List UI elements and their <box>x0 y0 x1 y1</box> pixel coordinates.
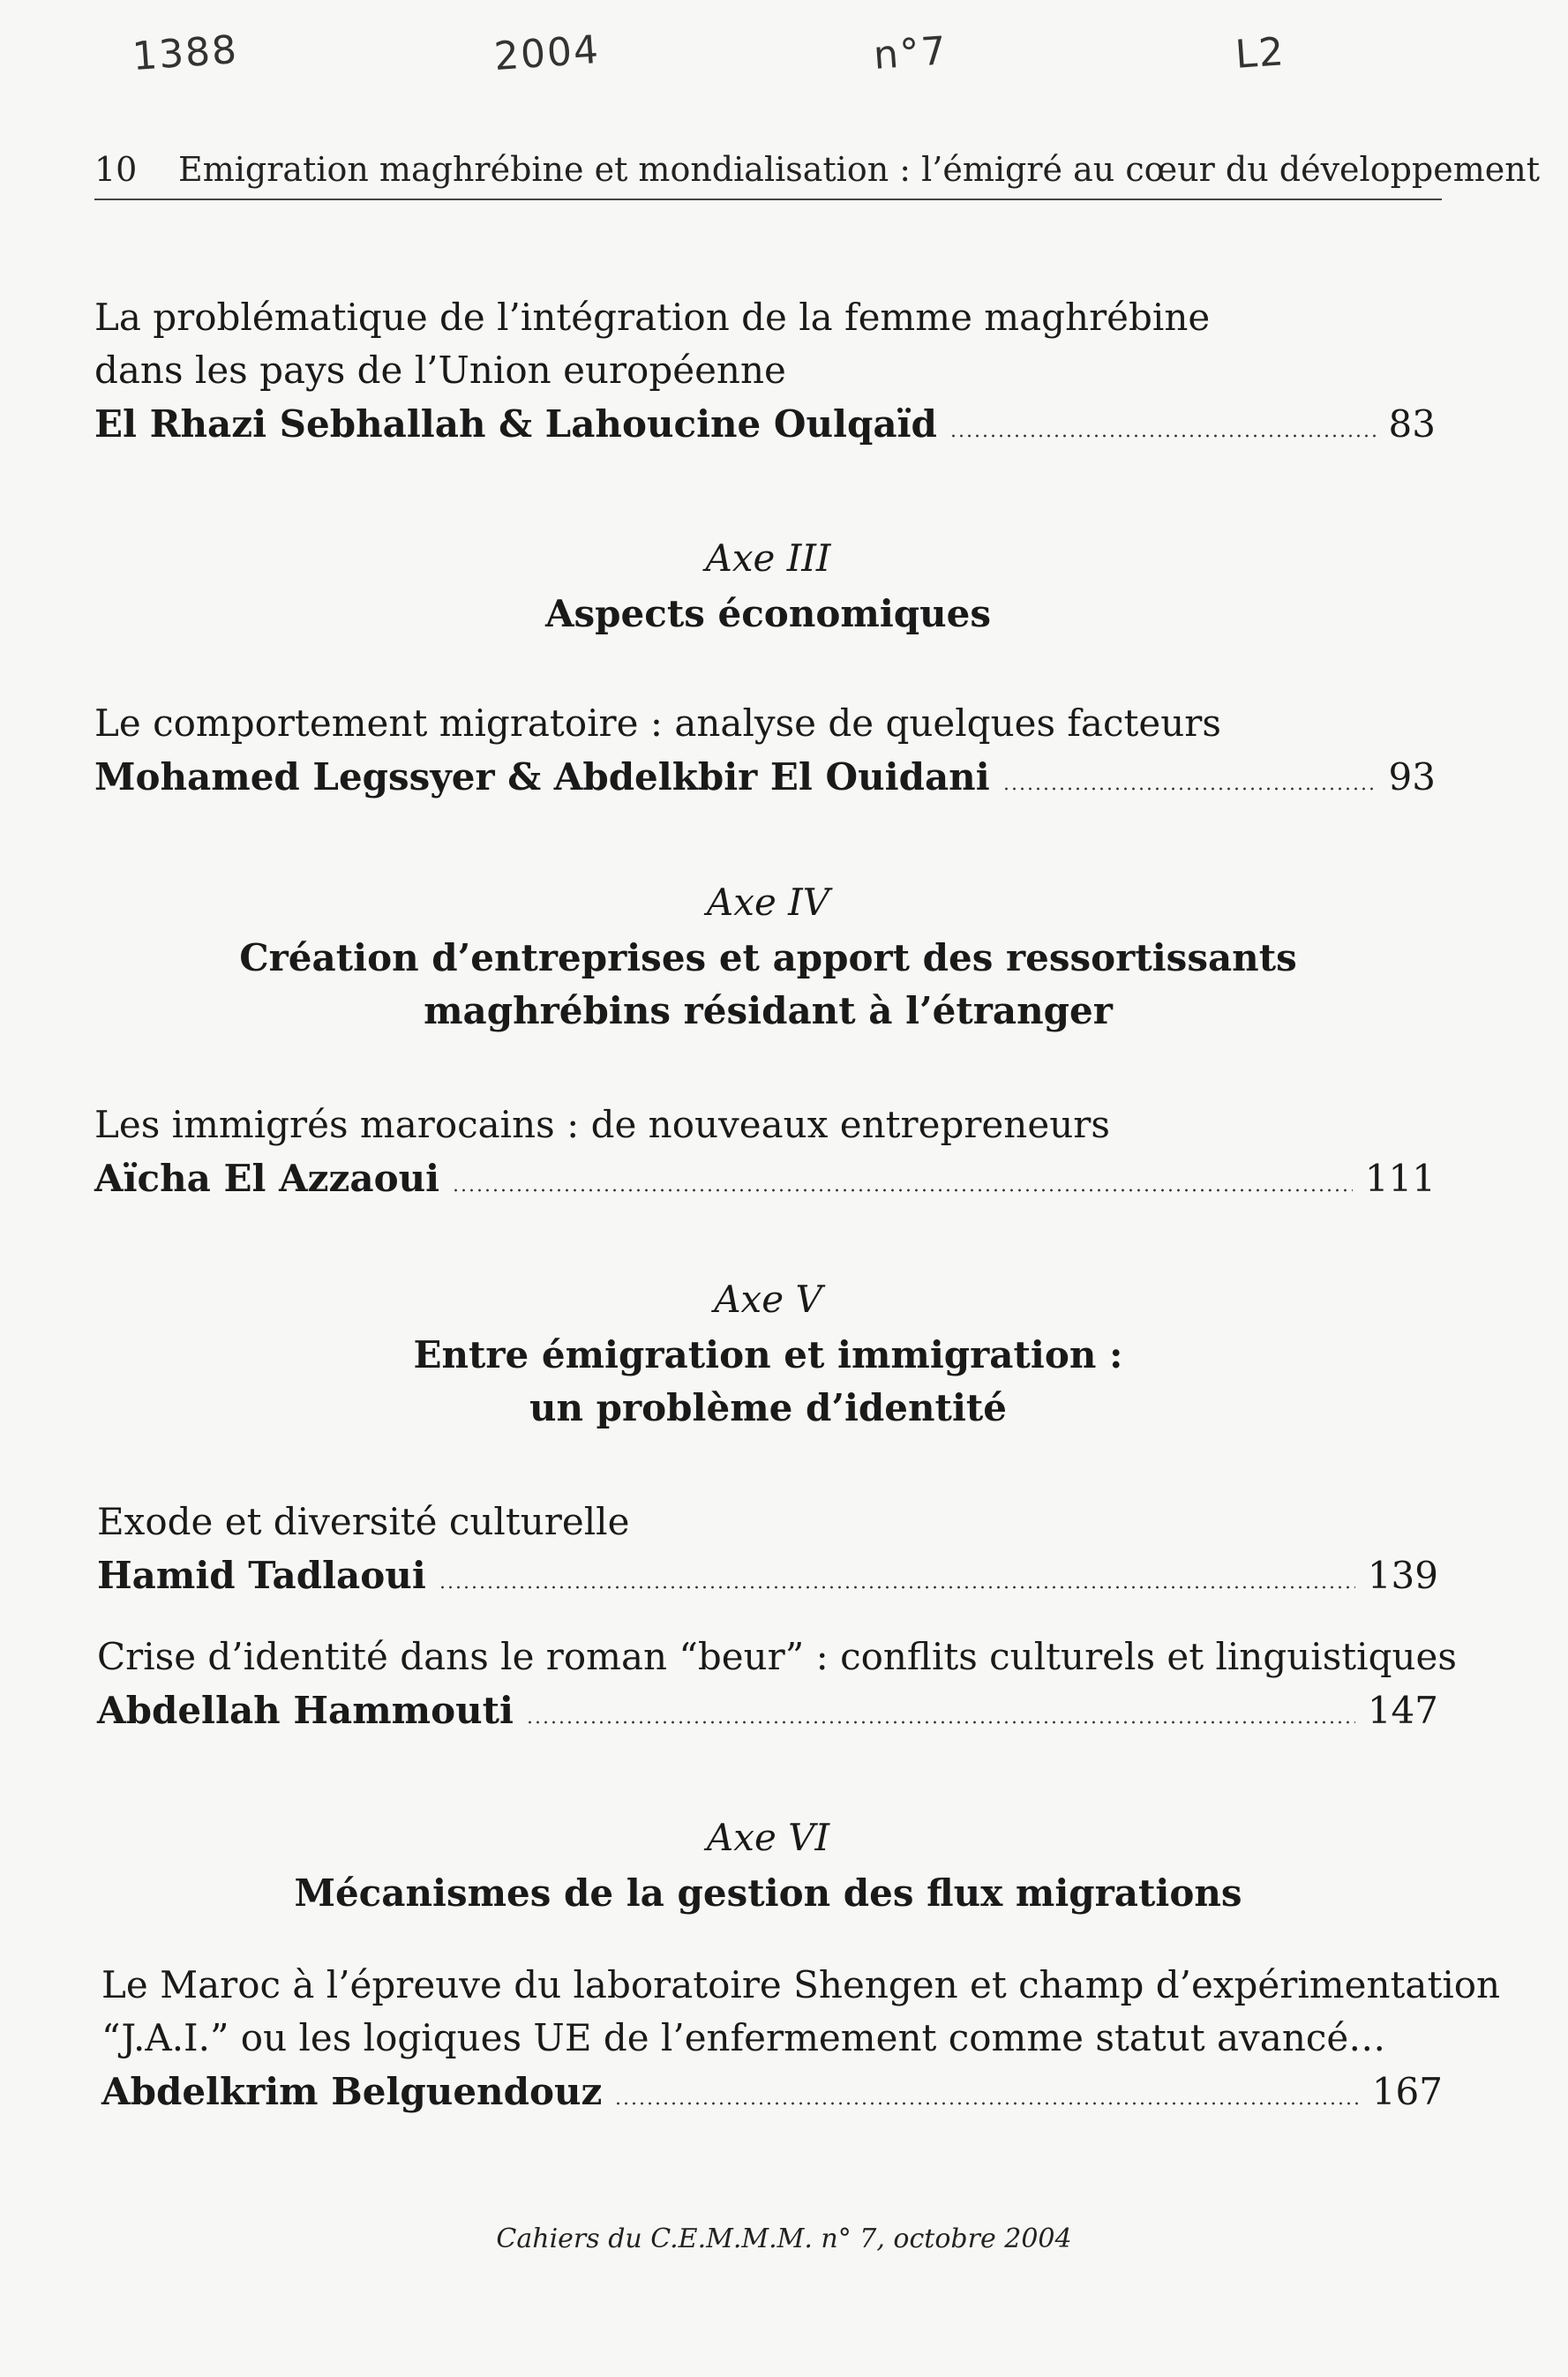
toc-entry <box>94 697 1436 805</box>
entry-title-line: Les immigrés marocains : de nouveaux entrepreneurs <box>94 1103 1110 1146</box>
dot-leader <box>1002 787 1377 791</box>
dot-leader <box>614 2102 1359 2105</box>
axe-title-line: Création d’entreprises et apport des ressortissants <box>239 936 1297 979</box>
dot-leader <box>439 1586 1355 1589</box>
author-row <box>94 397 1436 452</box>
entry-page-number: 93 <box>1388 755 1436 799</box>
entry-title-line: Le Maroc à l’épreuve du laboratoire Shengen et champ d’expérimentation <box>101 1963 1501 2006</box>
entry-title-line: Exode et diversité culturelle <box>97 1500 630 1543</box>
entry-title-line: Le comportement migratoire : analyse de quelques facteurs <box>94 701 1221 745</box>
axe-label: Axe III <box>705 536 831 580</box>
axe-label: Axe V <box>714 1278 822 1321</box>
running-title: Emigration maghrébine et mondialisation : l’émigré au cœur du développement <box>178 150 1540 189</box>
axe-heading <box>94 874 1442 1038</box>
axe-title-line: un problème d’identité <box>529 1386 1008 1429</box>
axe-label: Axe IV <box>706 881 830 924</box>
running-header <box>94 150 1540 189</box>
entry-author: Abdellah Hammouti <box>97 1689 514 1732</box>
handwritten-mark: 2004 <box>492 26 602 80</box>
axe-heading <box>94 529 1442 641</box>
entry-author: Abdelkrim Belguendouz <box>101 2070 603 2113</box>
entry-page-number: 147 <box>1367 1689 1438 1732</box>
toc-entry <box>94 1099 1436 1206</box>
axe-title-line: Aspects économiques <box>544 592 992 635</box>
entry-title-line: Crise d’identité dans le roman “beur” : conflits culturels et linguistiques <box>97 1635 1457 1678</box>
header-rule <box>94 199 1442 200</box>
axe-title-line: Entre émigration et immigration : <box>413 1333 1123 1376</box>
axe-title-line: maghrébins résidant à l’étranger <box>424 989 1113 1032</box>
entry-page-number: 139 <box>1367 1554 1438 1597</box>
entry-page-number: 111 <box>1364 1157 1436 1200</box>
entry-page-number: 83 <box>1388 402 1436 446</box>
author-row <box>97 1548 1438 1603</box>
handwritten-mark: 1388 <box>131 26 240 80</box>
handwritten-mark: n°7 <box>872 28 949 79</box>
dot-leader <box>526 1721 1355 1724</box>
toc-entry <box>94 291 1436 452</box>
entry-title-line: “J.A.I.” ou les logiques UE de l’enfermement comme statut avancé… <box>101 2016 1386 2059</box>
axe-heading <box>94 1271 1442 1435</box>
entry-page-number: 167 <box>1371 2070 1443 2113</box>
entry-title-line: La problématique de l’intégration de la femme maghrébine <box>94 296 1211 339</box>
entry-author: El Rhazi Sebhallah & Lahoucine Oulqaïd <box>94 402 937 446</box>
toc-entry <box>97 1631 1457 1738</box>
page-number: 10 <box>94 150 138 189</box>
dot-leader <box>949 434 1377 438</box>
axe-heading <box>94 1809 1442 1920</box>
entry-title-line: dans les pays de l’Union européenne <box>94 349 786 392</box>
entry-author: Mohamed Legssyer & Abdelkbir El Ouidani <box>94 755 990 799</box>
author-row <box>94 750 1436 805</box>
page-footer: Cahiers du C.E.M.M.M. n° 7, octobre 2004 <box>496 2223 1072 2254</box>
author-row <box>101 2065 1443 2119</box>
toc-entry <box>97 1496 1438 1603</box>
author-row <box>94 1151 1436 1206</box>
entry-author: Hamid Tadlaoui <box>97 1554 426 1597</box>
axe-label: Axe VI <box>706 1816 830 1859</box>
toc-entry <box>101 1959 1501 2119</box>
handwritten-mark: L2 <box>1234 29 1287 78</box>
author-row <box>97 1683 1438 1738</box>
entry-author: Aïcha El Azzaoui <box>94 1157 440 1200</box>
dot-leader <box>452 1188 1353 1192</box>
axe-title-line: Mécanismes de la gestion des flux migrations <box>294 1871 1242 1915</box>
